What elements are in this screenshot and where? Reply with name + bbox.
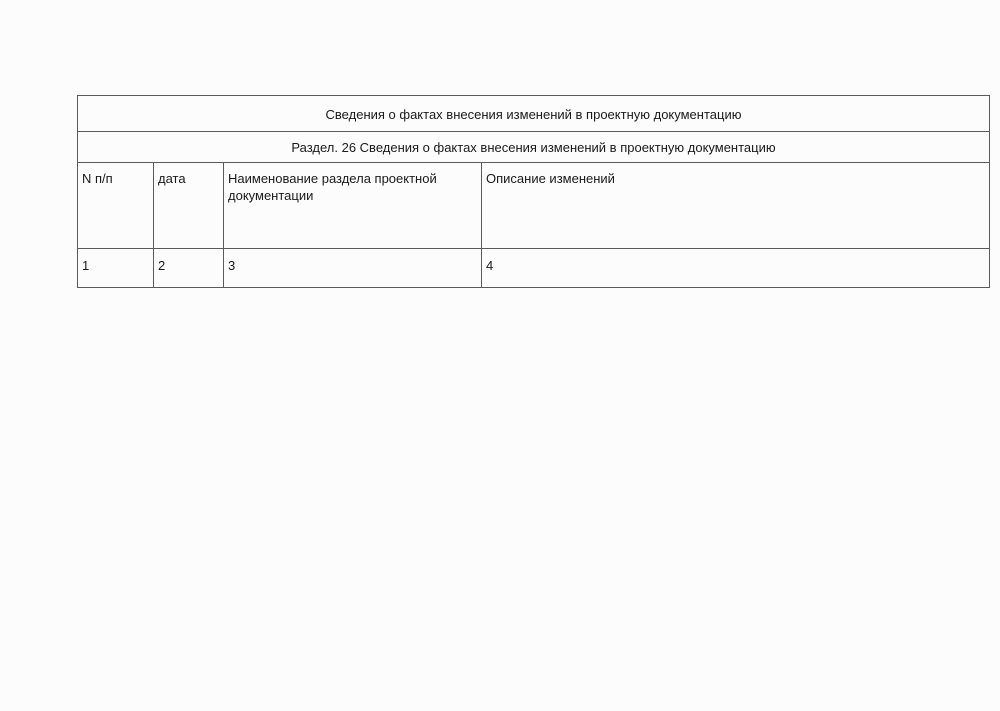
changes-table [77,95,990,288]
table-title-row [78,96,990,132]
column-header-date: дата [154,163,224,249]
column-number-3: 3 [224,249,482,288]
column-number-1: 1 [78,249,154,288]
section-title: Раздел. 26 Сведения о фактах внесения изменений в проектную документацию [78,132,990,163]
column-header-section-name: Наименование раздела проектной документации [224,163,482,249]
column-number-2: 2 [154,249,224,288]
column-header-description: Описание изменений [482,163,990,249]
column-header-number: N п/п [78,163,154,249]
section-title-row [78,132,990,163]
column-header-row [78,163,990,249]
column-number-4: 4 [482,249,990,288]
column-number-row [78,249,990,288]
table-title: Сведения о фактах внесения изменений в проектную документацию [78,96,990,132]
